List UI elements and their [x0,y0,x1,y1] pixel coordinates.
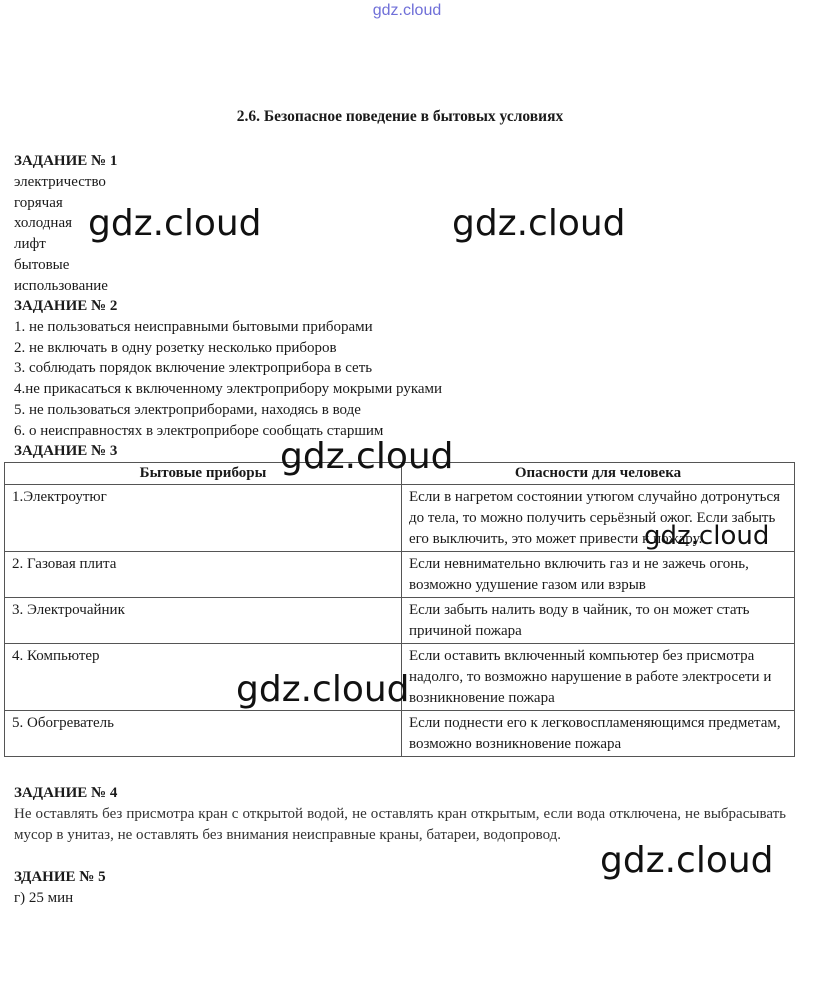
task-1-answer: бытовые [14,256,70,273]
column-header-dangers: Опасности для человека [402,463,795,485]
task-3-heading: ЗАДАНИЕ № 3 [14,443,118,459]
task-5-answer: г) 25 мин [14,889,74,906]
column-header-devices: Бытовые приборы [5,463,402,485]
device-cell: 5. Обогреватель [5,711,402,757]
hazards-table [4,462,795,757]
task-5 [14,867,106,909]
site-watermark-top: gdz.cloud [372,2,442,19]
table-row [5,711,795,757]
task-2-item: 5. не пользоваться электроприборами, находясь в воде [14,401,361,418]
task-1-answer: холодная [14,215,73,232]
task-1-answer: электричество [14,173,106,190]
task-1-answer: горячая [14,194,63,211]
danger-cell: Если невнимательно включить газ и не зажечь огонь, возможно удушение газом или взрыв [402,552,795,598]
task-2-item: 6. о неисправностях в электроприборе сообщать старшим [14,422,384,439]
watermark: gdz.cloud [600,840,774,881]
task-1-heading: ЗАДАНИЕ № 1 [14,153,118,169]
task-3 [14,441,117,462]
device-cell: 2. Газовая плита [5,552,402,598]
task-4-text: Не оставлять без присмотра кран с открытой водой, не оставлять кран открытым, если вода отключена, не выбрасывать мусор в унитаз, не оставлять без внимания неисправные краны, батареи, водопровод. [14,805,786,843]
task-2-heading: ЗАДАНИЕ № 2 [14,298,118,314]
task-5-heading: ЗДАНИЕ № 5 [14,869,106,885]
task-1-answer: использование [14,277,108,294]
device-cell: 1.Электроутюг [5,485,402,552]
task-4-heading: ЗАДАНИЕ № 4 [14,785,118,801]
danger-cell: Если забыть налить воду в чайник, то он может стать причиной пожара [402,598,795,644]
task-2-item: 3. соблюдать порядок включение электроприбора в сеть [14,360,373,377]
table-row [5,598,795,644]
danger-cell: Если поднести его к легковоспламеняющимся предметам, возможно возникновение пожара [402,711,795,757]
watermark: gdz.cloud [236,669,410,710]
device-cell: 4. Компьютер [5,644,402,711]
table-row [5,552,795,598]
watermark: gdz.cloud [452,203,626,244]
device-cell: 3. Электрочайник [5,598,402,644]
watermark: gdz.cloud [280,436,454,477]
task-2 [14,296,442,442]
task-4 [14,783,786,845]
task-1-answer: лифт [14,236,46,253]
watermark: gdz.cloud [88,203,262,244]
task-2-item: 2. не включать в одну розетку несколько приборов [14,339,337,356]
danger-cell: Если оставить включенный компьютер без присмотра надолго, то возможно нарушение в работе электросети и возникновение пожара [402,644,795,711]
task-2-item: 4.не прикасаться к включенному электроприбору мокрыми руками [14,381,443,398]
task-2-item: 1. не пользоваться неисправными бытовыми приборами [14,318,373,335]
watermark: gdz.cloud [644,521,770,551]
page-title: 2.6. Безопасное поведение в бытовых условиях [236,108,564,125]
danger-cell: Если в нагретом состоянии утюгом случайно дотронуться до тела, то можно получить серьёзный ожог. Если забыть его выключить, это может привести к пожару. [402,485,795,552]
